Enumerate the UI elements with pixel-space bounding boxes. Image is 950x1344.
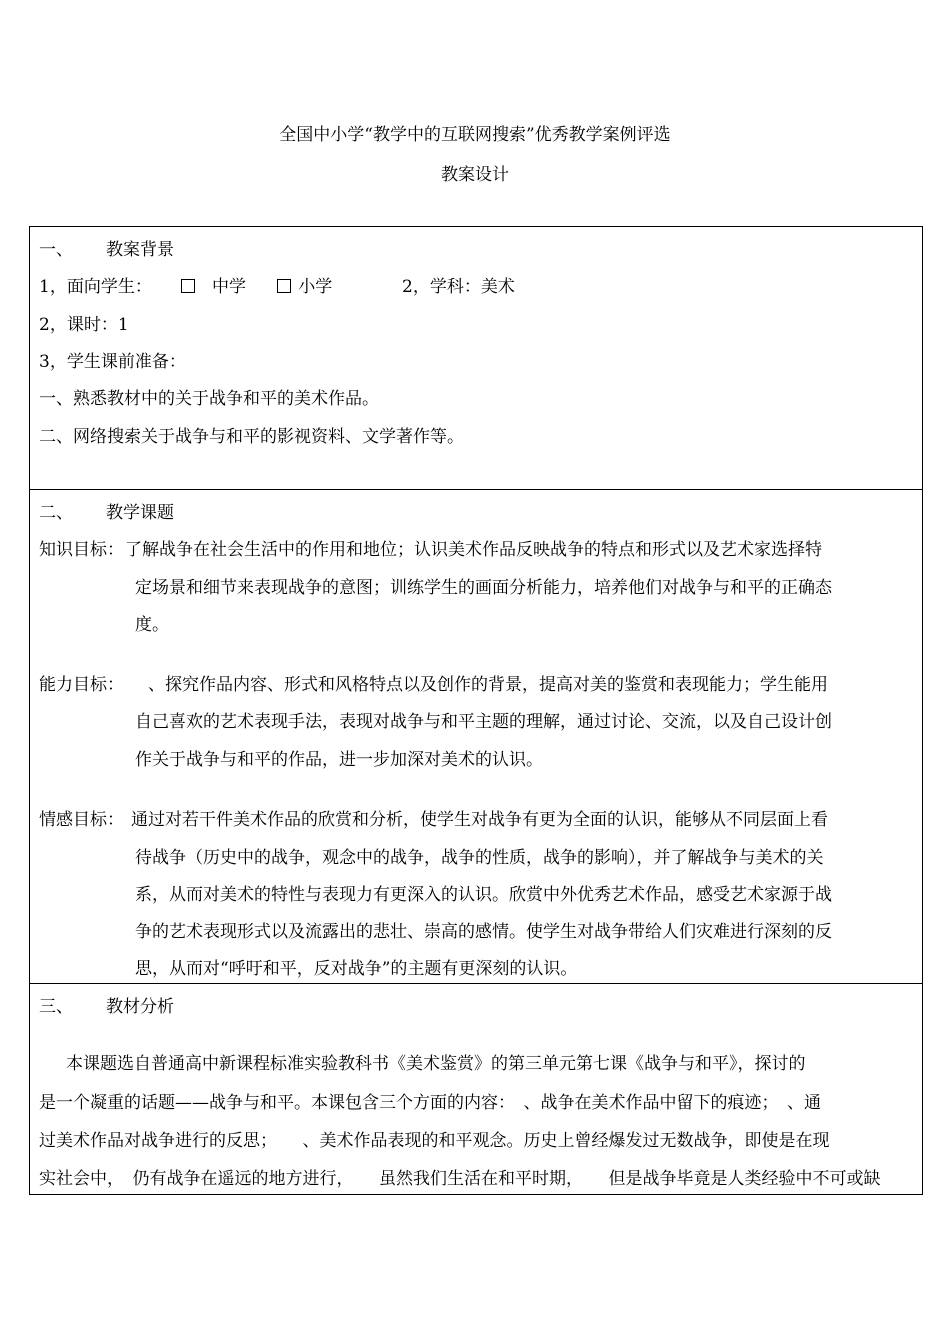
section-title: 教材分析 [106,997,174,1017]
emotion-goal-text: 争的艺术表现形式以及流露出的悲壮、崇高的感情。使学生对战争带给人们灾难进行深刻的反 [135,922,832,942]
audience-row [39,272,332,297]
emotion-goal-text: 系，从而对美术的特性与表现力有更深入的认识。欣赏中外优秀艺术作品，感受艺术家源于战 [135,885,832,905]
ability-goal-text: 、探究作品内容、形式和风格特点以及创作的背景，提高对美的鉴赏和表现能力；学生能用 [148,675,828,695]
emotion-goal-label: 情感目标： [39,810,124,830]
section-material-analysis [29,983,923,1195]
document-subtitle: 教案设计 [441,165,509,185]
emotion-goal-text: 待战争（历史中的战争，观念中的战争，战争的性质，战争的影响），并了解战争与美术的关 [135,848,824,868]
knowledge-goal-text: 了解战争在社会生活中的作用和地位；认识美术作品反映战争的特点和形式以及艺术家选择特 [125,540,822,560]
section-title: 教学课题 [106,503,174,523]
prep-item-2: 二、网络搜索关于战争与和平的影视资料、文学著作等。 [39,427,464,447]
checkbox-primary-school[interactable] [277,279,291,293]
ability-goal-text: 作关于战争与和平的作品，进一步加深对美术的认识。 [135,750,543,770]
section-number: 二、 [39,503,73,523]
analysis-paragraph-line: 本课题选自普通高中新课程标准实验教科书《美术鉴赏》的第三单元第七课《战争与和平》，探讨的 [66,1054,806,1074]
emotion-goal-text: 通过对若干件美术作品的欣赏和分析，使学生对战争有更为全面的认识，能够从不同层面上看 [131,810,828,830]
analysis-paragraph-line: 实社会中， 仍有战争在遥远的地方进行， 虽然我们生活在和平时期， 但是战争毕竟是人类经验中不可或缺 [39,1169,881,1189]
class-hours: 2，课时：1 [39,315,129,335]
section-background [29,226,923,489]
prep-label: 3，学生课前准备： [39,352,186,372]
knowledge-goal-text: 定场景和细节来表现战争的意图；训练学生的画面分析能力，培养他们对战争与和平的正确态 [135,578,832,598]
ability-goal-text: 自己喜欢的艺术表现手法，表现对战争与和平主题的理解，通过讨论、交流，以及自己设计创 [135,712,832,732]
prep-item-1: 一、熟悉教材中的关于战争和平的美术作品。 [39,389,379,409]
audience-label: 1，面向学生： [39,277,152,297]
knowledge-goal-label: 知识目标： [39,540,124,560]
checkbox-middle-school[interactable] [181,279,195,293]
section-topic [29,489,923,984]
section-title: 教案背景 [106,240,174,260]
option-middle-school: 中学 [212,277,247,297]
emotion-goal-text: 思，从而对“呼吁和平，反对战争”的主题有更深刻的认识。 [135,959,578,979]
subject-field: 2，学科：美术 [402,277,515,297]
analysis-paragraph-line: 过美术作品对战争进行的反思； 、美术作品表现的和平观念。历史上曾经爆发过无数战争，即使是在现 [39,1131,830,1151]
analysis-paragraph-line: 是一个凝重的话题——战争与和平。本课包含三个方面的内容： 、战争在美术作品中留下的痕迹； 、通 [39,1093,821,1113]
knowledge-goal-text: 度。 [135,615,169,635]
ability-goal-label: 能力目标： [39,675,124,695]
section-number: 三、 [39,997,73,1017]
option-primary-school: 小学 [298,277,333,297]
section-number: 一、 [39,240,73,260]
document-title: 全国中小学“教学中的互联网搜索”优秀教学案例评选 [279,125,671,145]
